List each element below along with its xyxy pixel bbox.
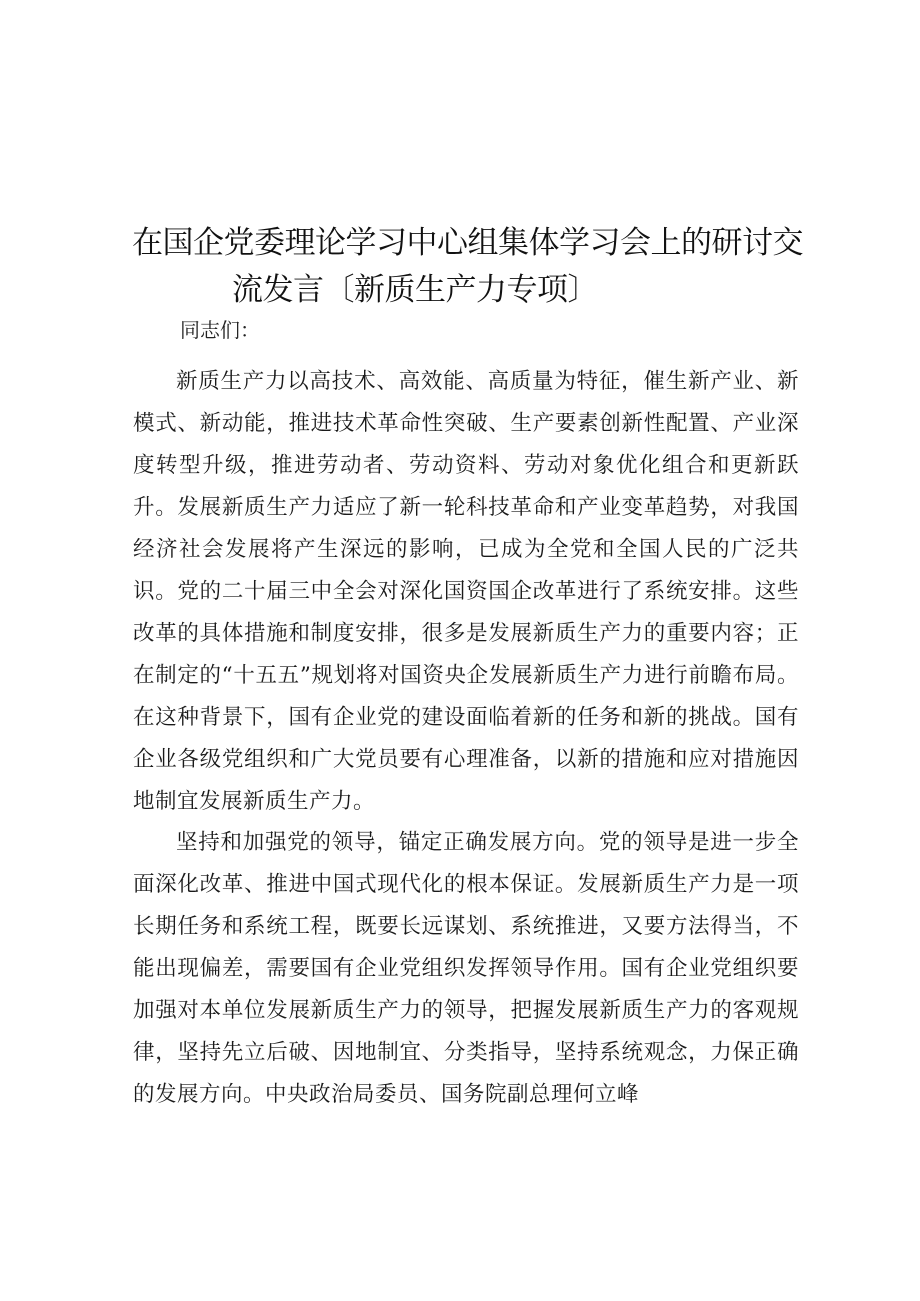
document-title (132, 220, 802, 314)
title-line-2: 流发言〔新质生产力专项〕 (232, 272, 598, 308)
body-paragraph-2: 坚持和加强党的领导，锚定正确发展方向。党的领导是进一步全面深化改革、推进中国式现代化的根本保证。发展新质生产力是一项长期任务和系统工程，既要长远谋划、系统推进，又要方法得当，不能出现偏差，需要国有企业党组织发挥领导作用。国有企业党组织要加强对本单位发展新质生产力的领导，把握发展新质生产力的客观规律，坚持先立后破、因地制宜、分类指导，坚持系统观念，力保正确的发展方向。中央政治局委员、国务院副总理何立峰 (133, 830, 799, 1107)
title-line-1: 在国企党委理论学习中心组集体学习会上的研讨交 (132, 225, 803, 261)
body-paragraph-1: 新质生产力以高技术、高效能、高质量为特征，催生新产业、新模式、新动能，推进技术革命性突破、生产要素创新性配置、产业深度转型升级，推进劳动者、劳动资料、劳动对象优化组合和更新跃升。发展新质生产力适应了新一轮科技革命和产业变革趋势，对我国经济社会发展将产生深远的影响，已成为全党和全国人民的广泛共识。党的二十届三中全会对深化国资国企改革进行了系统安排。这些改革的具体措施和制度安排，很多是发展新质生产力的重要内容；正在制定的“十五五”规划将对国资央企发展新质生产力进行前瞻布局。在这种背景下，国有企业党的建设面临着新的任务和新的挑战。国有企业各级党组织和广大党员要有心理准备，以新的措施和应对措施因地制宜发展新质生产力。 (133, 369, 799, 814)
salutation: 同志们： (180, 318, 260, 342)
